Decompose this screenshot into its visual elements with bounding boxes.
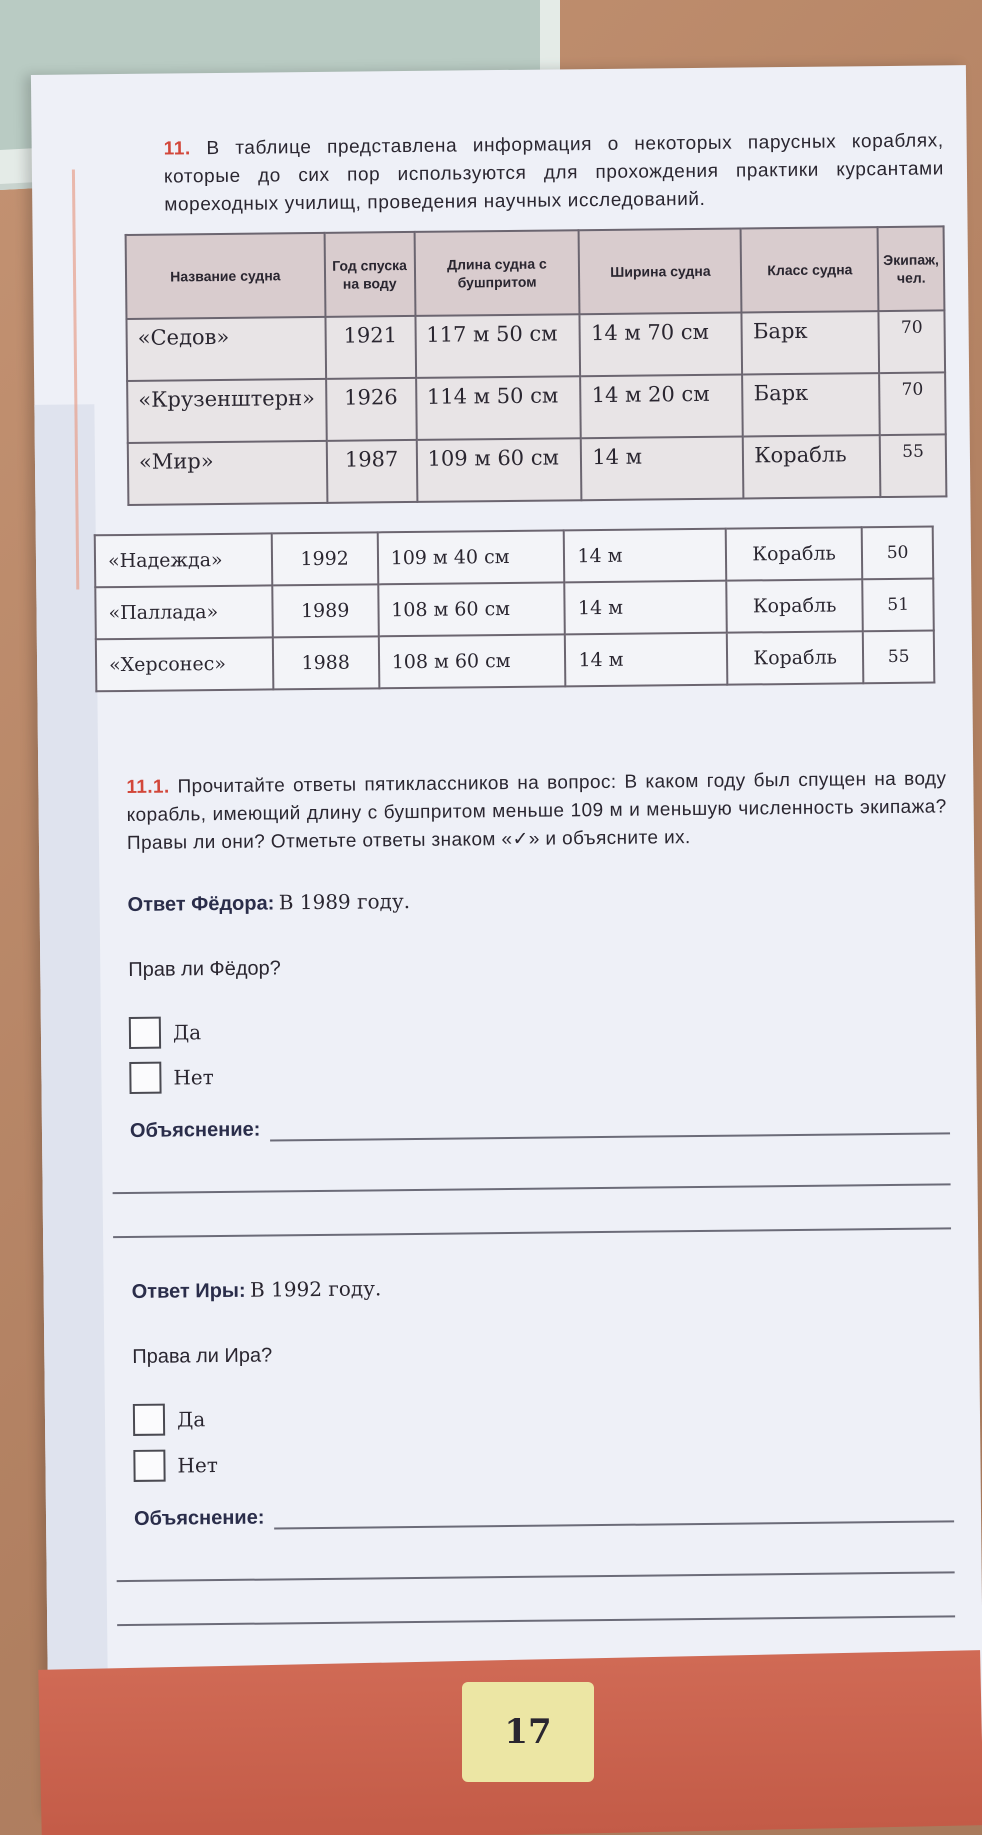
fedor-no-option[interactable] [129, 1053, 949, 1094]
question-number: 11.1. [126, 776, 170, 798]
cell-width: 14 м 20 см [580, 375, 743, 439]
ira-question: Права ли Ира? [132, 1344, 273, 1368]
fedor-explanation-label: Объяснение: [129, 1118, 261, 1142]
ira-no-option[interactable] [133, 1441, 953, 1482]
ira-answer-value: В 1992 году. [249, 1276, 382, 1302]
header-name: Название судна [126, 233, 326, 319]
ira-yes-option[interactable] [133, 1395, 953, 1436]
fedor-answer-value: В 1989 году. [278, 889, 411, 915]
cell-year: 1989 [272, 584, 379, 637]
cell-length: 109 м 60 см [416, 438, 581, 502]
cell-name: «Крузенштерн» [127, 379, 326, 443]
ships-table [125, 225, 948, 506]
ships-table-continued [94, 526, 936, 693]
cell-width: 14 м 70 см [580, 313, 743, 377]
cell-year: 1926 [326, 378, 417, 441]
cell-crew: 70 [879, 372, 945, 435]
cell-length: 109 м 40 см [377, 530, 564, 584]
ira-explanation-line-2[interactable] [117, 1571, 955, 1582]
fedor-no-checkbox[interactable] [129, 1062, 161, 1094]
cell-class: Барк [742, 311, 880, 374]
table-row [127, 372, 946, 443]
cell-name: «Седов» [126, 317, 325, 381]
table-row [96, 631, 934, 692]
workbook-page [31, 65, 982, 1815]
fedor-yes-option[interactable] [129, 1008, 949, 1049]
cell-name: «Надежда» [95, 533, 272, 587]
ira-explanation-line[interactable] [275, 1520, 955, 1529]
cell-year: 1988 [272, 636, 379, 689]
cell-crew: 70 [879, 310, 945, 373]
fedor-explanation-line-2[interactable] [113, 1183, 951, 1194]
cell-year: 1921 [325, 316, 416, 379]
header-width: Ширина судна [579, 229, 742, 315]
fedor-yes-label: Да [172, 1020, 202, 1045]
table-row [95, 579, 933, 640]
cell-name: «Херсонес» [96, 637, 273, 691]
cell-width: 14 м [564, 529, 726, 583]
cell-name: «Паллада» [95, 585, 272, 639]
cell-width: 14 м [565, 581, 727, 635]
fedor-yes-checkbox[interactable] [129, 1017, 161, 1049]
fedor-answer [127, 883, 947, 917]
header-year: Год спуска на воду [324, 232, 415, 317]
page-number: 17 [462, 1682, 594, 1782]
ira-answer [132, 1270, 952, 1304]
ira-answer-label: Ответ Иры: [131, 1279, 246, 1303]
page-content [31, 65, 982, 1815]
task-11 [164, 127, 945, 219]
header-class: Класс судна [741, 227, 879, 312]
header-crew: Экипаж, чел. [878, 226, 945, 311]
cell-length: 117 м 50 см [415, 314, 580, 378]
fedor-no-label: Нет [173, 1065, 214, 1090]
cell-class: Корабль [726, 527, 863, 580]
cell-width: 14 м [565, 633, 727, 687]
ira-explanation[interactable] [134, 1499, 954, 1531]
table-row [95, 527, 933, 588]
task-number: 11. [163, 138, 191, 160]
ira-explanation-label: Объяснение: [133, 1506, 265, 1530]
cell-crew: 55 [863, 631, 934, 684]
cell-class: Корабль [743, 435, 881, 498]
fedor-explanation[interactable] [130, 1111, 950, 1143]
cell-width: 14 м [581, 437, 744, 501]
cell-class: Корабль [727, 631, 864, 684]
ira-explanation-line-3[interactable] [117, 1615, 955, 1626]
question-text: Прочитайте ответы пятиклассников на вопрос: В каком году был спущен на воду корабль, имеющий длину с бушпритом меньше 109 м и меньшую численность экипажа? Правы ли они? Отметьте ответы знаком «✓» и объясните их. [126, 768, 947, 854]
cell-length: 108 м 60 см [378, 582, 565, 636]
cell-year: 1992 [271, 532, 378, 585]
ira-yes-checkbox[interactable] [133, 1404, 165, 1436]
fedor-question: Прав ли Фёдор? [128, 957, 281, 981]
cell-length: 114 м 50 см [416, 376, 581, 440]
task-text: В таблице представлена информация о некоторых парусных кораблях, которые до сих пор используются для прохождения практики курсантами мореходных училищ, проведения научных исследований. [163, 130, 945, 216]
table-row [126, 310, 945, 381]
table-header-row [126, 226, 945, 319]
cell-class: Корабль [726, 579, 863, 632]
cell-year: 1987 [326, 440, 417, 503]
cell-crew: 55 [880, 434, 946, 497]
header-length: Длина судна с бушпритом [414, 230, 580, 316]
ira-no-label: Нет [177, 1453, 218, 1478]
fedor-explanation-line-3[interactable] [113, 1227, 951, 1238]
ira-yes-label: Да [176, 1407, 206, 1432]
fedor-answer-label: Ответ Фёдора: [127, 892, 275, 916]
cell-class: Барк [742, 373, 880, 436]
cell-crew: 51 [863, 579, 934, 632]
ira-no-checkbox[interactable] [133, 1450, 165, 1482]
question-11-1 [126, 765, 947, 858]
cell-crew: 50 [862, 527, 933, 580]
fedor-explanation-line[interactable] [270, 1132, 950, 1141]
cell-length: 108 м 60 см [378, 634, 565, 688]
table-row [128, 434, 947, 505]
cell-name: «Мир» [128, 441, 327, 505]
